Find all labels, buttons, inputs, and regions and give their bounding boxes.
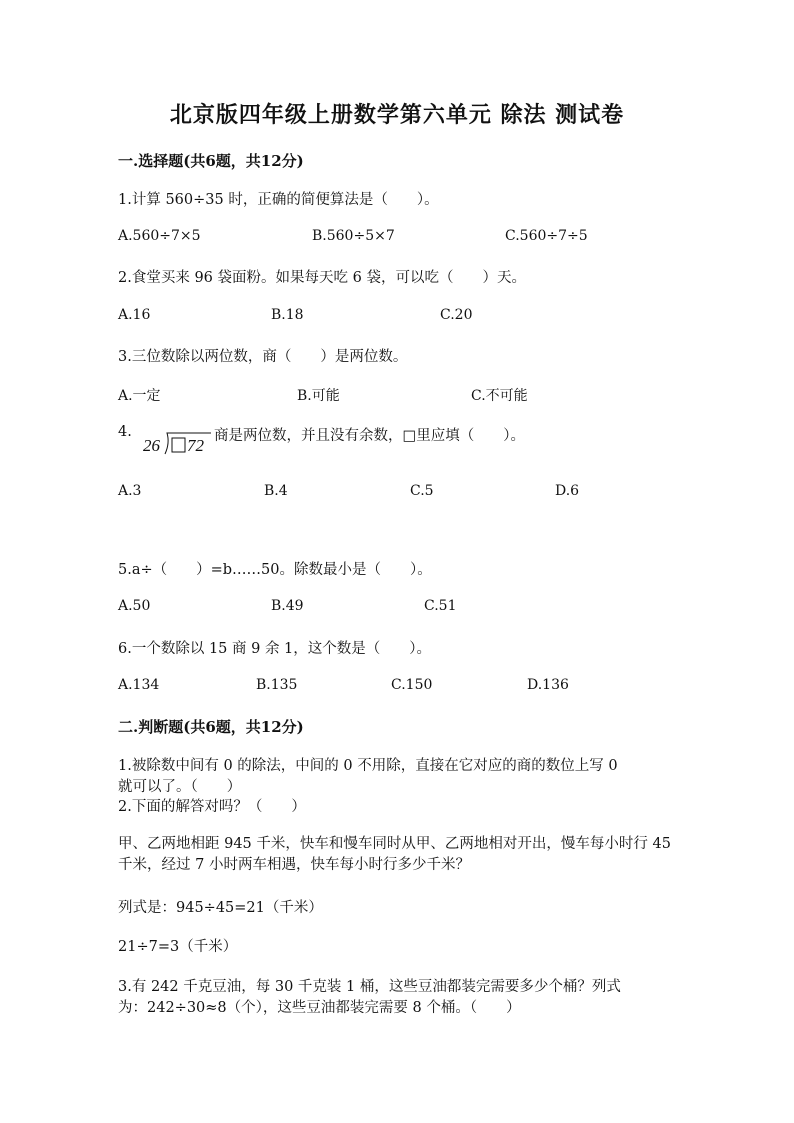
section-heading-judgement: 二.判断题(共6题，共12分) [118,718,304,736]
q4-option-c: C.5 [410,483,434,499]
q1-option-c: C.560÷7÷5 [505,228,588,244]
judge-2-step-1: 列式是：945÷45=21（千米） [118,900,323,916]
judge-2-text: 2.下面的解答对吗？（ ） [118,799,306,815]
question-3-text: 3.三位数除以两位数，商（ ）是两位数。 [118,349,408,365]
question-2-text: 2.食堂买来 96 袋面粉。如果每天吃 6 袋，可以吃（ ）天。 [118,270,526,286]
judge-2-problem: 甲、乙两地相距 945 千米，快车和慢车同时从甲、乙两地相对开出，慢车每小时行 45 千米，经过 7 小时两车相遇，快车每小时行多少千米？ [118,836,671,873]
q4-option-a: A.3 [118,483,142,499]
q3-option-a: A.一定 [118,388,161,404]
section-heading-choice: 一.选择题(共6题，共12分) [118,152,304,170]
q4-option-b: B.4 [264,483,288,499]
judge-3-line-2: 为：242÷30≈8（个），这些豆油都装完需要 8 个桶。（ ） [118,1000,521,1016]
long-division-figure [143,429,211,457]
judge-1-line-1: 1.被除数中间有 0 的除法，中间的 0 不用除，直接在它对应的商的数位上写 0 [118,758,618,774]
division-dividend: 72 [187,436,204,455]
page-title: 北京版四年级上册数学第六单元 除法 测试卷 [169,102,625,128]
judge-2-step-2: 21÷7=3（千米） [118,939,238,955]
q3-option-c: C.不可能 [471,388,528,404]
question-5-text: 5.a÷（ ）=b……50。除数最小是（ ）。 [118,562,432,578]
q4-option-d: D.6 [555,483,580,499]
judge-1-line-2: 就可以了。（ ） [118,779,242,795]
q2-option-c: C.20 [440,307,473,323]
q1-option-b: B.560÷5×7 [312,228,395,244]
judge-3-line-1: 3.有 242 千克豆油，每 30 千克装 1 桶，这些豆油都装完需要多少个桶？列式 [118,979,621,995]
question-1-text: 1.计算 560÷35 时，正确的简便算法是（ ）。 [118,192,439,208]
q6-option-b: B.135 [256,677,298,693]
question-4-text: 商是两位数，并且没有余数，□里应填（ ）。 [214,428,525,444]
q6-option-c: C.150 [391,677,433,693]
q6-option-d: D.136 [527,677,569,693]
question-6-text: 6.一个数除以 15 商 9 余 1，这个数是（ ）。 [118,641,432,657]
q3-option-b: B.可能 [297,388,340,404]
blank-box-icon [172,438,185,452]
question-4-number: 4. [118,424,132,440]
q5-option-a: A.50 [118,598,151,614]
q1-option-a: A.560÷7×5 [118,228,201,244]
division-divisor: 26 [143,436,160,455]
q5-option-c: C.51 [424,598,457,614]
q2-option-b: B.18 [271,307,304,323]
q6-option-a: A.134 [118,677,160,693]
q5-option-b: B.49 [271,598,304,614]
q2-option-a: A.16 [118,307,151,323]
